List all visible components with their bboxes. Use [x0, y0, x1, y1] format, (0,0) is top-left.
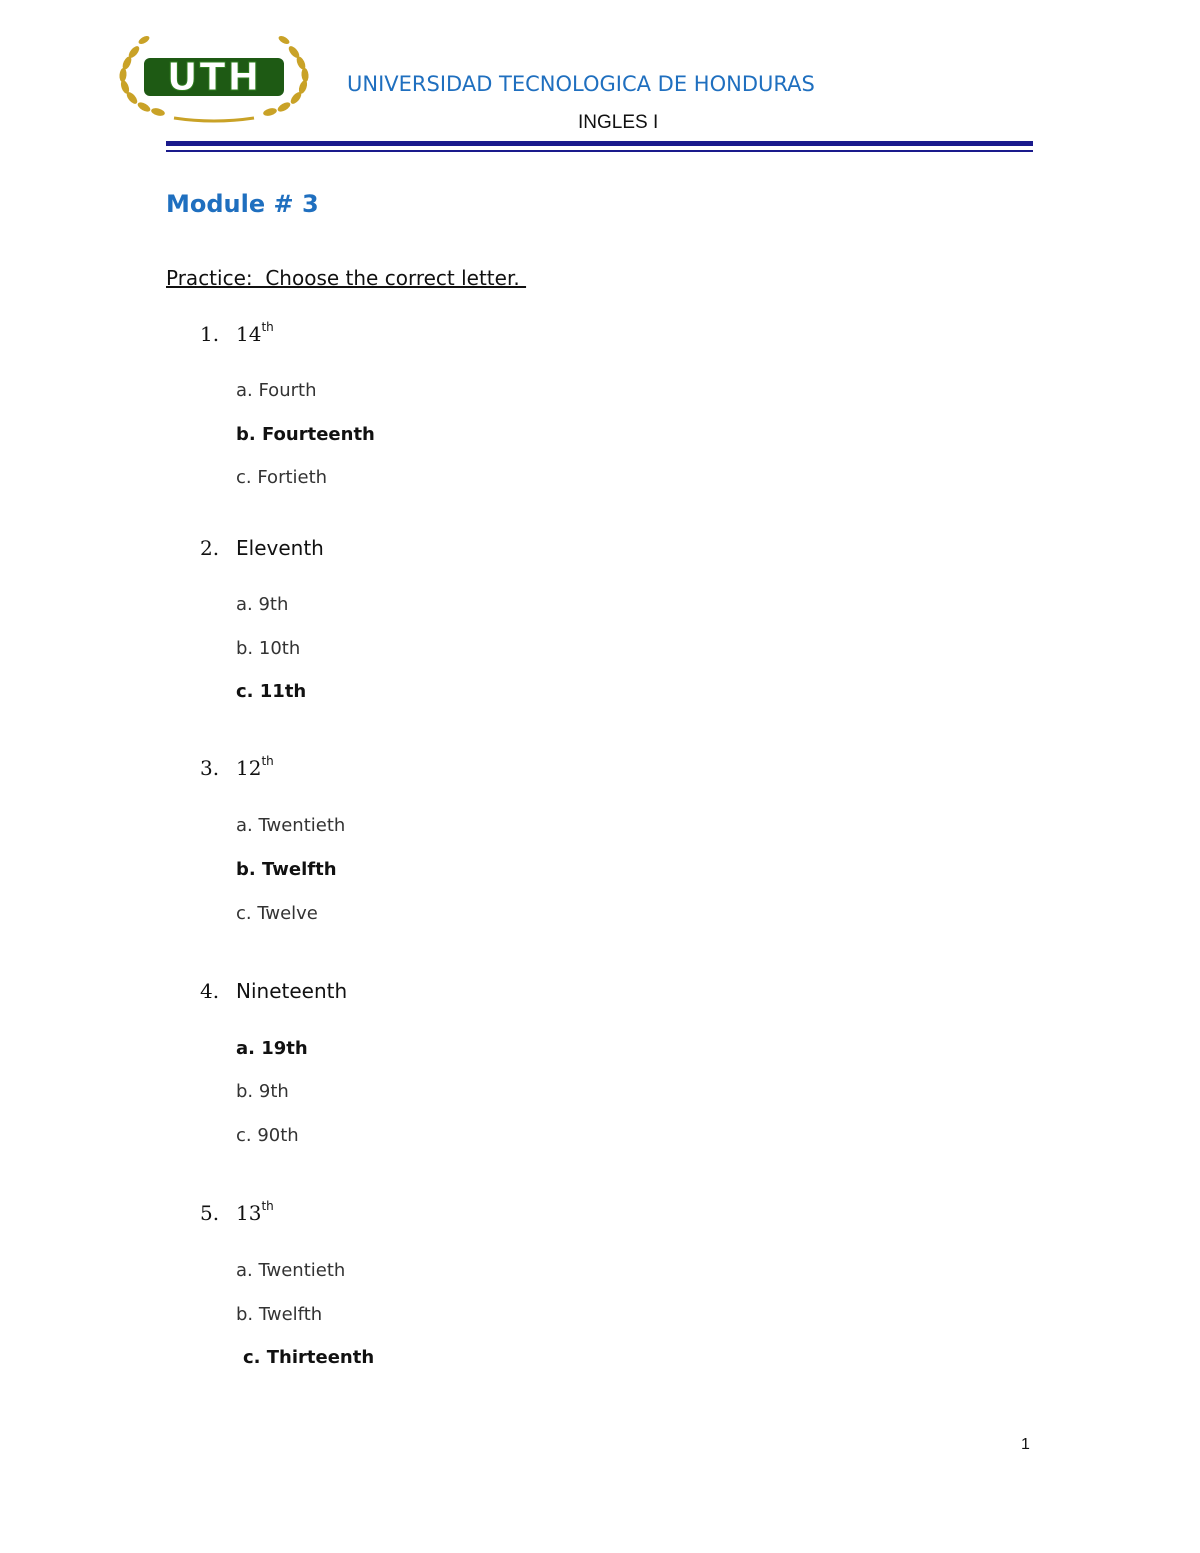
- option-3a: a. Twentieth: [236, 815, 346, 836]
- option-1c: c. Fortieth: [236, 467, 328, 488]
- module-title: Module # 3: [166, 190, 319, 218]
- header-rule-thin: [166, 150, 1033, 152]
- question-4: [200, 979, 347, 1003]
- option-2a: a. 9th: [236, 594, 289, 615]
- question-1: [200, 322, 274, 346]
- course-name: INGLES I: [578, 112, 659, 133]
- question-number: 2.: [200, 536, 220, 560]
- option-4b: b. 9th: [236, 1081, 289, 1102]
- option-5b: b. Twelfth: [236, 1304, 323, 1325]
- option-2b: b. 10th: [236, 638, 301, 659]
- question-prompt: Nineteenth: [236, 979, 348, 1003]
- question-prompt: 13: [236, 1201, 262, 1225]
- option-2c-correct: c. 11th: [236, 681, 307, 702]
- option-4c: c. 90th: [236, 1125, 299, 1146]
- option-1a: a. Fourth: [236, 380, 317, 401]
- question-prompt: 12: [236, 756, 262, 780]
- ordinal-suffix: th: [261, 320, 274, 335]
- ordinal-suffix: th: [261, 1199, 274, 1214]
- question-number: 3.: [200, 756, 220, 780]
- university-name: UNIVERSIDAD TECNOLOGICA DE HONDURAS: [347, 72, 815, 96]
- question-3: [200, 756, 274, 780]
- option-5c-correct: c. Thirteenth: [243, 1347, 375, 1368]
- option-5a: a. Twentieth: [236, 1260, 346, 1281]
- question-number: 5.: [200, 1201, 220, 1225]
- header-rule-thick: [166, 141, 1033, 146]
- option-3c: c. Twelve: [236, 903, 318, 924]
- question-number: 4.: [200, 979, 220, 1003]
- question-number: 1.: [200, 322, 220, 346]
- question-5: [200, 1201, 274, 1225]
- question-prompt: 14: [236, 322, 262, 346]
- option-1b-correct: b. Fourteenth: [236, 424, 375, 445]
- logo-text: UTH: [166, 55, 262, 99]
- practice-instruction: Practice: Choose the correct letter.: [166, 266, 527, 290]
- option-4a-correct: a. 19th: [236, 1038, 308, 1059]
- question-2: [200, 536, 324, 560]
- ordinal-suffix: th: [261, 754, 274, 769]
- option-3b-correct: b. Twelfth: [236, 859, 337, 880]
- uth-logo: [114, 30, 314, 125]
- question-prompt: Eleventh: [236, 536, 324, 560]
- page-number: 1: [1021, 1436, 1030, 1453]
